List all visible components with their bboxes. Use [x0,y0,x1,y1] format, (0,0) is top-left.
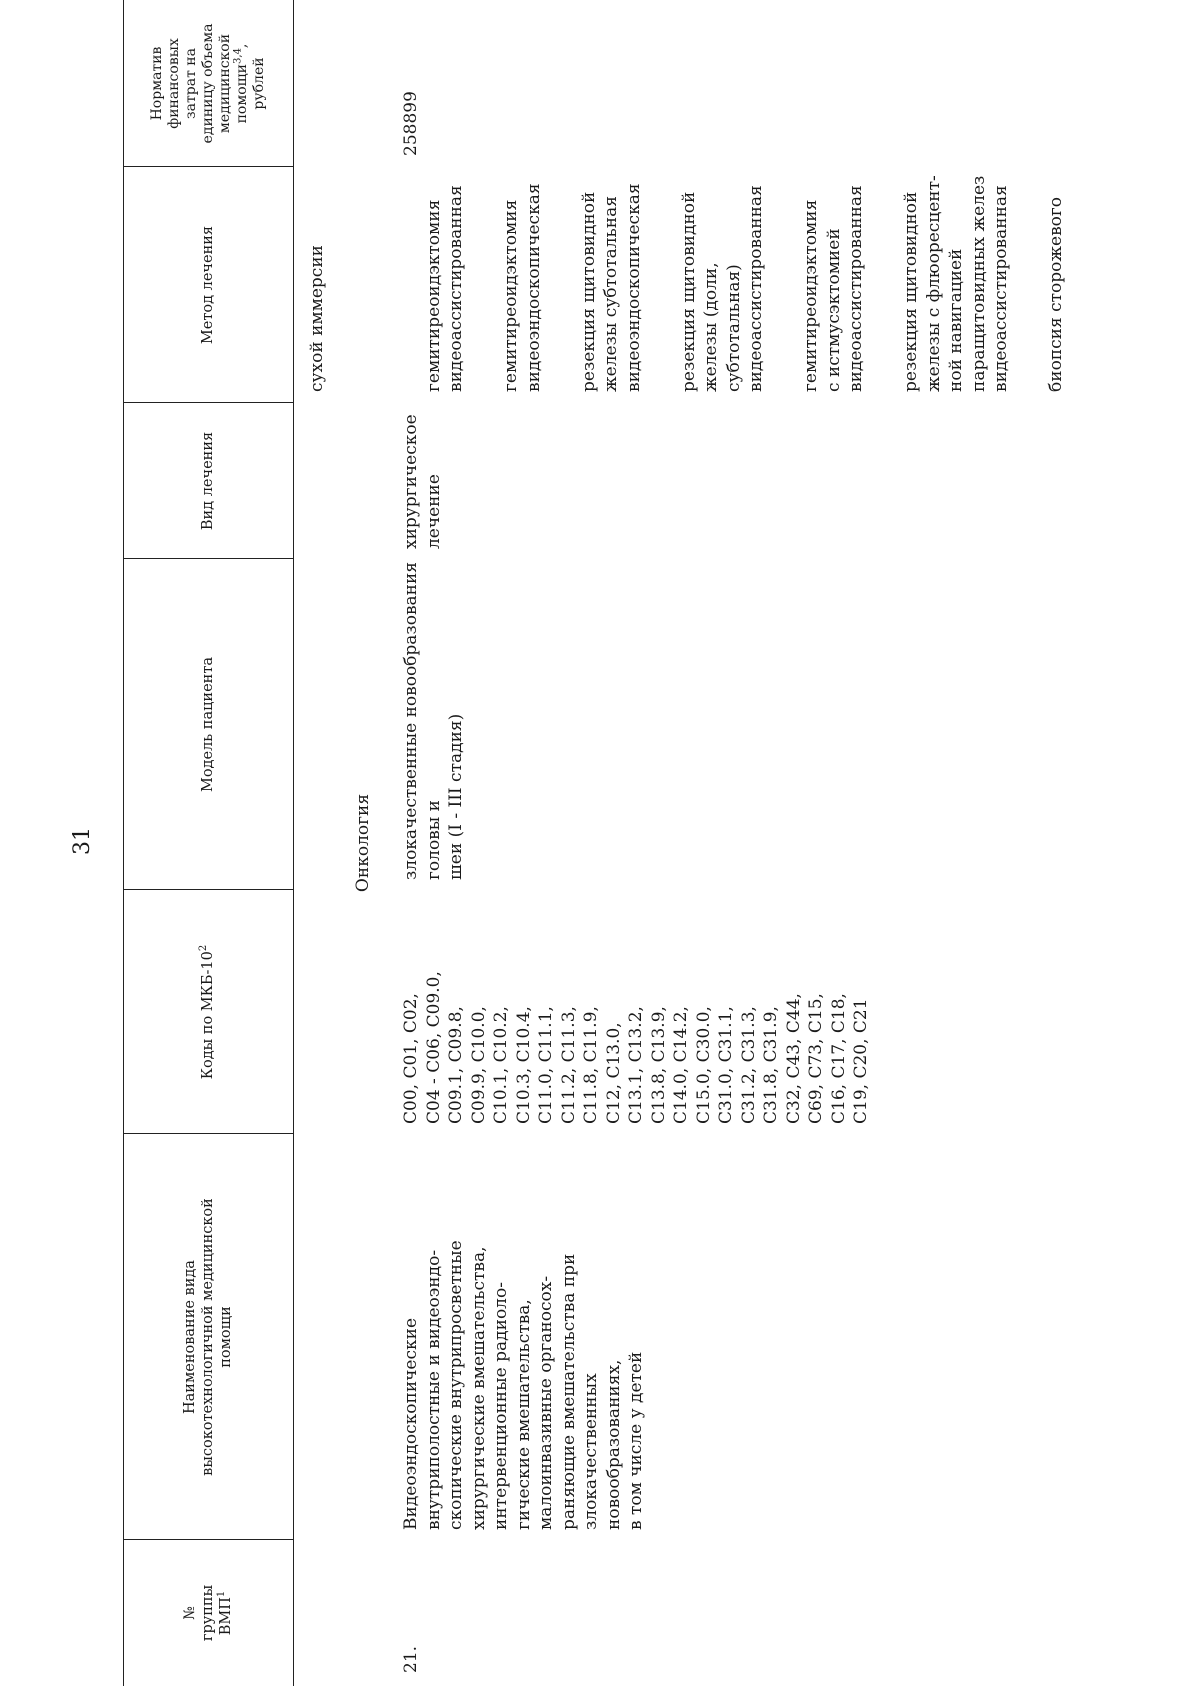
row-icd-codes: C00, C01, C02, C04 - C06, C09.0, C09.1, C09.8, C09.9, C10.0, C10.1, C10.2, C10.3, C10.4, C11.0, C11.1, C11.2, C11.3, C11.8, C11.9, C12, C13.0, C13.1, C13.2, C13.8, C13.9, C14.0, C14.2, C15.0, C30.0, C31.0, C31.1, C31.2, C31.3, C31.8, C31.9, C32, C43, C44, C69, C73, C15, C16, C17, C18, C19, C20, C21 [401,971,871,1124]
row-treatment-type: хирургическое лечение [401,414,444,549]
row-treatment-methods [400,167,1100,392]
header-cost-standard: Норматив финансовых затрат на единицу объема медицинской помощи$^{3,4}$, рублей [148,23,267,144]
method-item: гемитиреоидэктомия видеоэндоскопическая [501,183,544,392]
table-header-bottom-rule [293,0,294,1686]
row-patient-model: злокачественные новообразования головы и шеи (I - III стадия) [401,561,466,880]
row-cost-standard: 258899 [401,91,421,156]
method-item: гемитиреоидэктомия видеоассистированная [423,185,466,392]
page-number: 31 [70,827,95,855]
method-item: биопсия сторожевого [1046,196,1066,392]
header-treatment-method: Метод лечения [200,225,216,345]
section-title: Онкология [353,793,373,893]
carryover-method-text: сухой иммерсии [307,245,327,392]
header-group-number: № группы ВМП$^1$ [182,1584,234,1642]
method-item: резекция щитовидной железы (доли, субтотальная) видеоассистированная [678,185,766,392]
table-header [123,0,293,1686]
header-care-type-name: Наименование вида высокотехнологичной медицинской помощи [182,1198,234,1476]
method-item: резекция щитовидной железы с флюоресцент- ной навигацией паращитовидных желез видеоассистированная [901,175,1011,392]
row-care-type-name: Видеоэндоскопические внутриполостные и видеоэндо- скопические внутрипросветные хирургические вмешательства, интервенционные радиоло- гические вмешательства, малоинвазивные органосох- раняющие вмешательства при злокачественных новообразованиях, в том числе у детей [401,1240,646,1530]
header-patient-model: Модель пациента [200,657,216,793]
method-item: резекция щитовидной железы субтотальная видеоэндоскопическая [578,183,644,392]
header-treatment-type: Вид лечения [200,431,216,531]
method-item: гемитиреоидэктомия с истмусэктомией видеоассистированная [801,185,866,392]
row-group-number: 21. [401,1645,421,1673]
header-icd-codes: Коды по МКБ-$10^2$ [198,944,216,1080]
